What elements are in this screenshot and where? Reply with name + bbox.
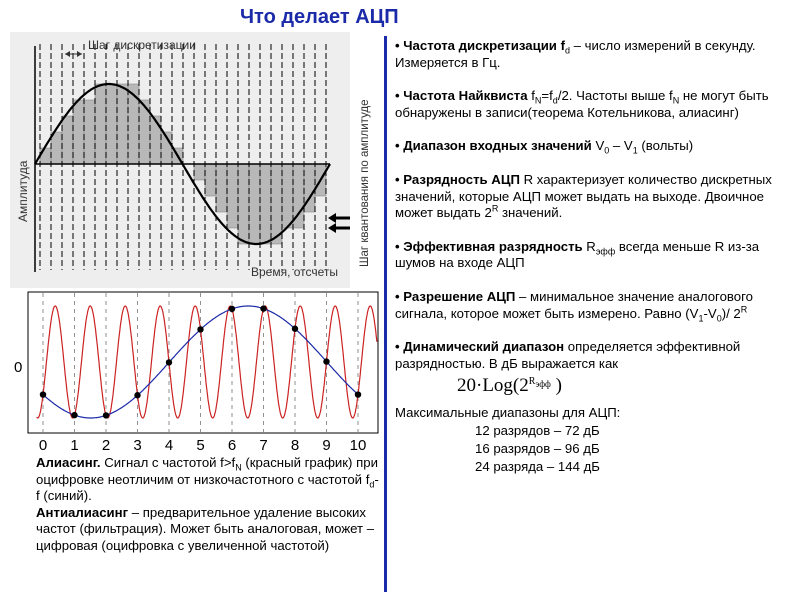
x-tick-label: 0 [38,437,48,454]
effective-bits-bullet: • Эффективная разрядность $R_{эфф}$ всегда меньше R из-за шумов на входе АЦП [395,238,760,271]
sampling-rate-bullet: • Частота дискретизации $f_d$ – число измерений в секунду. Измеряется в Гц. [395,38,756,70]
input-range-bullet: • Диапазон входных значений $V_0 - V_1$ (вольты) [395,138,694,157]
sample-point [134,392,140,398]
x-tick-label: 2 [101,437,111,454]
adc-parameters-list [395,38,795,476]
x-tick-label: 6 [227,437,237,454]
max-ranges-list [475,422,795,476]
sample-point [103,412,109,418]
resolution-bullet: • Разрешение АЦП – минимальное значение аналогового сигнала, которое может быть измерено. Равно $(V_1-V_0)/$ $2^R$ [395,288,753,324]
range-item: 24 разряда – 144 дБ [475,458,600,474]
sample-point [355,391,361,397]
adc-diagram [10,32,382,288]
page-title: Что делает АЦП [240,6,399,28]
time-label: Время, отсчеты [251,265,339,279]
range-item: 16 разрядов – 96 дБ [475,440,600,456]
quantized-step [216,164,227,212]
quantized-step [62,116,73,164]
sample-point [166,359,172,365]
x-tick-label: 5 [196,437,205,454]
range-item: 12 разрядов – 72 дБ [475,422,600,438]
step-label: Шаг дискретизации [88,38,196,52]
x-tick-label: 7 [259,437,268,454]
quantized-step [238,164,249,244]
aliasing-caption [36,455,381,555]
quantized-step [106,84,117,164]
sample-point [197,326,203,332]
quantized-step [117,84,128,164]
bit-depth-bullet: • Разрядность АЦП R характеризует количество дискретных значений, которые АЦП может выдать на выходе. Двоичное может выдать $2^R$ значений. [395,171,772,221]
quantized-step [205,164,216,196]
quantized-step [227,164,238,228]
quantized-step [51,132,62,164]
x-tick-labels [39,437,367,454]
sample-point [323,358,329,364]
sample-point [260,305,266,311]
quantized-step [150,116,161,164]
antialiasing-paragraph: Антиалиасинг – предварительное удаление высоких частот (фильтрация). Может быть аналоговая, может – цифровая (оцифровка с увеличенной частотой) [36,504,375,553]
quantized-step [40,148,51,164]
quantized-step [73,100,84,164]
y-zero-label: 0 [14,359,23,376]
x-tick-label: 1 [70,437,79,454]
x-tick-label: 3 [133,437,142,454]
x-tick-label: 10 [349,437,367,454]
x-tick-label: 4 [164,437,174,454]
aliasing-chart [10,290,380,455]
quantized-step [249,164,260,244]
sample-point [40,391,46,397]
quantized-step [95,84,106,164]
amplitude-label: Амплитуда [16,160,30,222]
quantized-step [282,164,293,228]
nyquist-bullet: • Частота Найквиста $f_N=f_d/2$. Частоты выше $f_N$ не могут быть обнаружены в записи(теорема Котельникова, алиасинг) [395,88,769,120]
quantized-step [271,164,282,244]
column-divider [384,36,387,592]
quantization-label: Шаг квантования по амплитуде [359,99,371,267]
quantized-step [260,164,271,244]
quantized-step [194,164,205,180]
sample-point [292,326,298,332]
x-tick-label: 8 [290,437,300,454]
dynamic-range-bullet: • Динамический диапазон определяется эффективной разрядностью. В дБ выражается как [395,339,741,371]
x-tick-label: 9 [322,437,331,454]
sample-point [229,306,235,312]
dynamic-range-formula: $20\cdot Log(2^{R_{эфф}}$ ) [457,375,562,397]
max-ranges-heading: Максимальные диапазоны для АЦП: [395,404,621,420]
quantized-step [84,100,95,164]
aliasing-paragraph: Алиасинг. Сигнал с частотой $f>f_N$ (красный график) при оцифровке неотличим от низкочастотного с частотой $f_d-f$ (синий). [36,455,379,504]
sample-point [71,412,77,418]
